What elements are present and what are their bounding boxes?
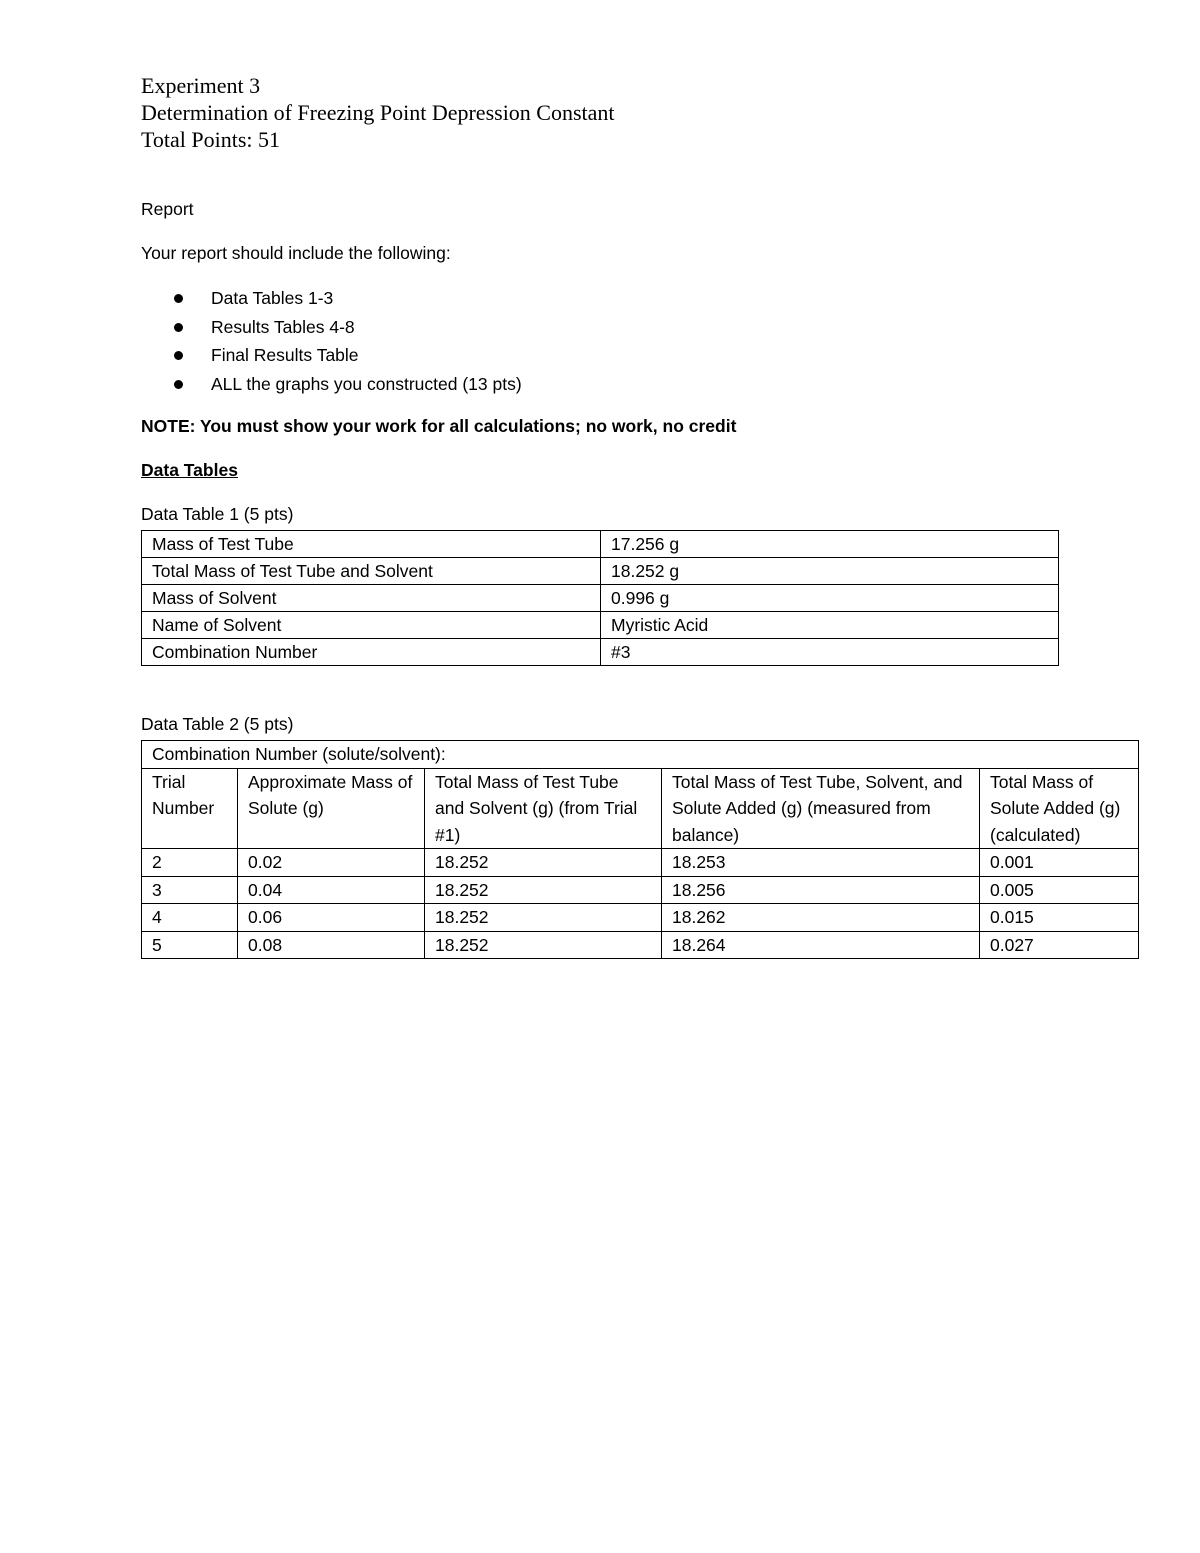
table-cell: 0.015 — [980, 904, 1139, 932]
table-cell: 0.08 — [238, 931, 425, 959]
table-row — [142, 531, 1059, 558]
table-cell-value: 17.256 g — [601, 531, 1059, 558]
table-cell: 4 — [142, 904, 238, 932]
report-intro: Your report should include the following: — [141, 243, 451, 263]
table-cell-label: Mass of Test Tube — [142, 531, 601, 558]
table-header-row — [142, 768, 1139, 849]
table-cell: 0.001 — [980, 849, 1139, 877]
column-header: Approximate Mass of Solute (g) — [238, 768, 425, 849]
table-row — [142, 849, 1139, 877]
bullet-icon — [174, 294, 183, 303]
column-header: Total Mass of Solute Added (g) (calculated) — [980, 768, 1139, 849]
total-points: Total Points: 51 — [141, 127, 281, 152]
table-cell: 2 — [142, 849, 238, 877]
table-cell-value: #3 — [601, 639, 1059, 666]
table-cell: 18.252 — [425, 931, 662, 959]
table-cell: 18.253 — [662, 849, 980, 877]
table-cell: 0.04 — [238, 876, 425, 904]
table-row — [142, 585, 1059, 612]
table-cell: 18.252 — [425, 904, 662, 932]
bullet-icon — [174, 380, 183, 389]
table1-caption: Data Table 1 (5 pts) — [141, 504, 294, 524]
table-cell: 18.256 — [662, 876, 980, 904]
table-row — [142, 639, 1059, 666]
data-table-2 — [141, 740, 1139, 959]
list-item: Final Results Table — [141, 343, 522, 372]
bullet-icon — [174, 351, 183, 360]
table-cell: 0.02 — [238, 849, 425, 877]
column-header: Trial Number — [142, 768, 238, 849]
document-title: Determination of Freezing Point Depression Constant — [141, 100, 615, 125]
table-cell: 18.252 — [425, 876, 662, 904]
table-cell: 0.027 — [980, 931, 1139, 959]
report-items-list — [141, 286, 522, 400]
report-heading: Report — [141, 199, 194, 219]
table-row — [142, 741, 1139, 769]
table-cell-value: 18.252 g — [601, 558, 1059, 585]
experiment-label: Experiment 3 — [141, 73, 261, 98]
note-text: NOTE: You must show your work for all calculations; no work, no credit — [141, 416, 737, 436]
combination-number-cell: Combination Number (solute/solvent): — [142, 741, 1139, 769]
table-row — [142, 904, 1139, 932]
data-table-1 — [141, 530, 1059, 666]
bullet-icon — [174, 323, 183, 332]
list-item: ALL the graphs you constructed (13 pts) — [141, 372, 522, 401]
table-row — [142, 612, 1059, 639]
table-cell-label: Name of Solvent — [142, 612, 601, 639]
list-item: Results Tables 4-8 — [141, 315, 522, 344]
table-cell-label: Total Mass of Test Tube and Solvent — [142, 558, 601, 585]
table-cell: 18.264 — [662, 931, 980, 959]
column-header: Total Mass of Test Tube and Solvent (g) (from Trial #1) — [425, 768, 662, 849]
table-cell-value: 0.996 g — [601, 585, 1059, 612]
table2-caption: Data Table 2 (5 pts) — [141, 714, 294, 734]
title-block — [141, 72, 615, 153]
table-row — [142, 558, 1059, 585]
table-cell: 3 — [142, 876, 238, 904]
data-tables-heading: Data Tables — [141, 460, 238, 480]
table-cell: 5 — [142, 931, 238, 959]
table-cell-label: Combination Number — [142, 639, 601, 666]
table-cell: 18.262 — [662, 904, 980, 932]
table-cell: 0.005 — [980, 876, 1139, 904]
list-item: Data Tables 1-3 — [141, 286, 522, 315]
table-row — [142, 931, 1139, 959]
table-cell-label: Mass of Solvent — [142, 585, 601, 612]
table-cell: 18.252 — [425, 849, 662, 877]
column-header: Total Mass of Test Tube, Solvent, and Solute Added (g) (measured from balance) — [662, 768, 980, 849]
table-cell-value: Myristic Acid — [601, 612, 1059, 639]
table-row — [142, 876, 1139, 904]
table-cell: 0.06 — [238, 904, 425, 932]
